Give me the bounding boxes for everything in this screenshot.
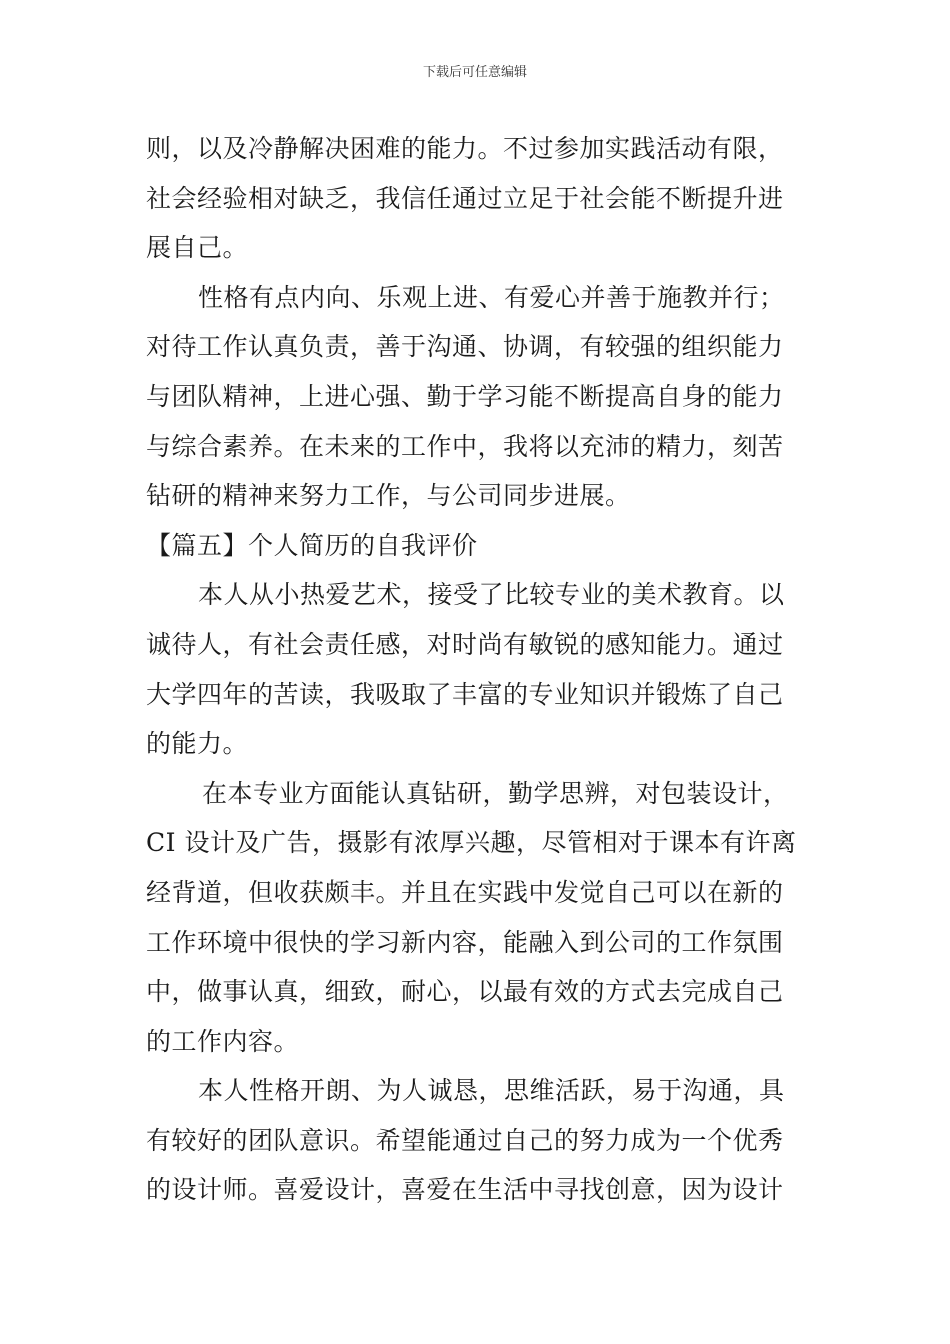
text-line: 钻研的精神来努力工作，与公司同步进展。 [146,481,631,511]
text-line: 社会经验相对缺乏，我信任通过立足于社会能不断提升进 [146,183,784,213]
section-heading: 【篇五】个人简历的自我评价 [146,530,478,560]
text-line: 展自己。 [146,233,249,263]
text-line: 经背道，但收获颇丰。并且在实践中发觉自己可以在新的 [146,877,784,907]
text-line: 诚待人，有社会责任感，对时尚有敏锐的感知能力。通过 [146,629,784,659]
text-line: 工作环境中很快的学习新内容，能融入到公司的工作氛围 [146,927,784,957]
document-body [146,124,811,1215]
paragraph-start-line: 性格有点内向、乐观上进、有爱心并善于施教并行； [198,282,785,312]
text-line: 大学四年的苦读，我吸取了丰富的专业知识并锻炼了自己 [146,679,784,709]
text-line: 与团队精神，上进心强、勤于学习能不断提高自身的能力 [146,381,784,411]
paragraph-start-line: 在本专业方面能认真钻研，勤学思辨，对包装设计， [202,778,789,808]
text-line: 对待工作认真负责，善于沟通、协调，有较强的组织能力 [146,332,784,362]
text-line: 有较好的团队意识。希望能通过自己的努力成为一个优秀 [146,1125,784,1155]
text-line: 的设计师。喜爱设计，喜爱在生活中寻找创意，因为设计 [146,1175,784,1205]
text-line: 的能力。 [146,729,249,759]
paragraph-start-line: 本人性格开朗、为人诚恳，思维活跃，易于沟通，具 [198,1076,785,1106]
text-line: 的工作内容。 [146,1026,300,1056]
text-line: 与综合素养。在未来的工作中，我将以充沛的精力，刻苦 [146,431,784,461]
text-line: CI 设计及广告，摄影有浓厚兴趣，尽管相对于课本有许离 [146,828,797,858]
paragraph-start-line: 本人从小热爱艺术，接受了比较专业的美术教育。以 [198,580,785,610]
text-line: 则，以及冷静解决困难的能力。不过参加实践活动有限， [146,134,784,163]
text-line: 中，做事认真，细致，耐心，以最有效的方式去完成自己 [146,977,784,1007]
page-header: 下载后可任意编辑 [422,65,527,80]
